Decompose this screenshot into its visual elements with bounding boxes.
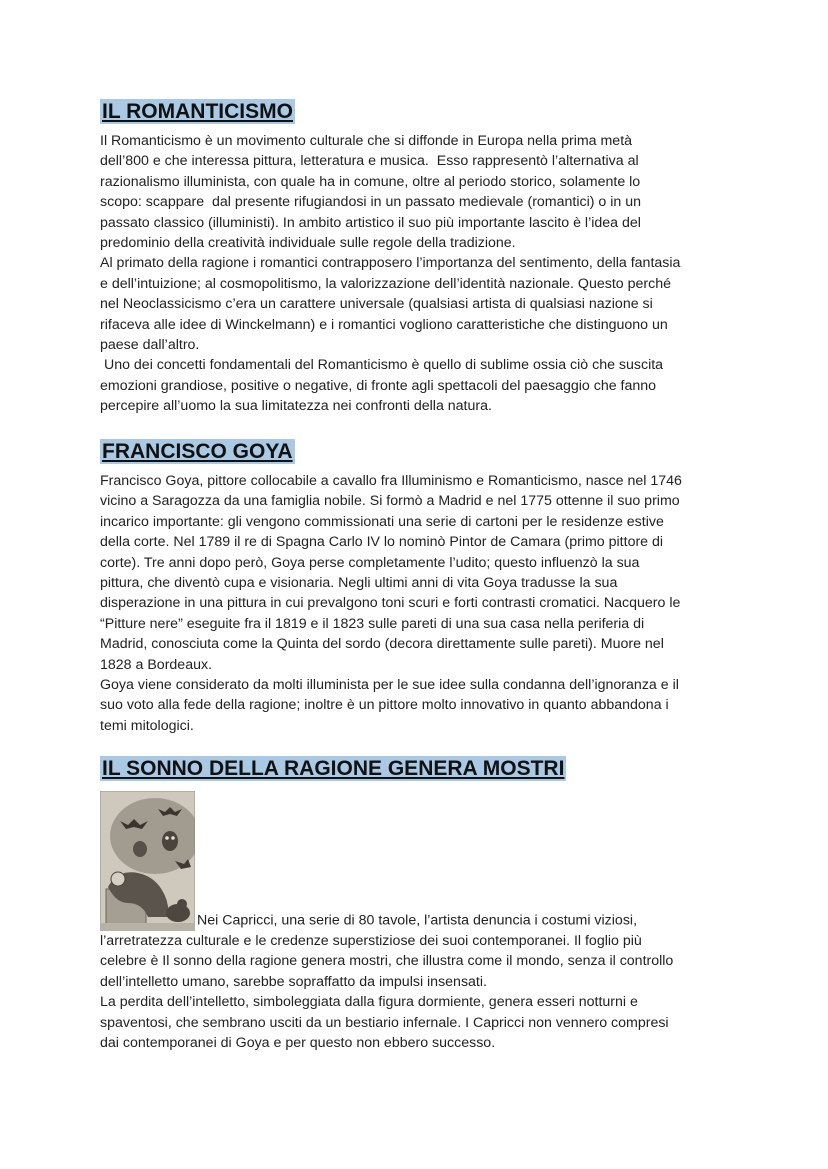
capricci-block	[100, 791, 740, 1053]
paragraph-goya: Francisco Goya, pittore collocabile a cavallo fra Illuminismo e Romanticismo, nasce nel 1746 vicino a Saragozza da una famiglia nobile. Si formò a Madrid e nel 1775 ottenne il suo primo incarico importante: gli vengono commissionati una serie di cartoni per le residenze estive della corte. Nel 1789 il re di Spagna Carlo IV lo nominò Pintor de Camara (primo pittore di corte). Tre anni dopo però, Goya perse completamente l’udito; questo influenzò la sua pittura, che diventò cupa e visionaria. Negli ultimi anni di vita Goya tradusse la sua disperazione in una pittura in cui prevalgono toni scuri e forti contrasti cromatici. Nacquero le “Pitture nere” eseguite fra il 1819 e il 1823 sulle pareti di una sua casa nella periferia di Madrid, conosciuta come la Quinta del sordo (decora direttamente sulle pareti). Muore nel 1828 a Bordeaux. Goya viene considerato da molti illuminista per le sue idee sulla condanna dell’ignoranza e il suo voto alla fede della ragione; inoltre è un pittore molto innovativo in quanto abbandona i temi mitologici.	[100, 473, 682, 734]
paragraph-sonno: Nei Capricci, una serie di 80 tavole, l’artista denuncia i costumi viziosi, l’arretratezza culturale e le credenze superstiziose dei suoi contemporanei. Il foglio più celebre è Il sonno della ragione genera mostri, che illustra come il mondo, senza il controllo dell’intelletto umano, sarebbe sopraffatto da impulsi insensati. La perdita dell’intelletto, simboleggiata dalla figura dormiente, genera esseri notturni e spaventosi, che sembrano usciti da un bestiario infernale. I Capricci non vennero compresi dai contemporanei di Goya e per questo non ebbero successo.	[100, 912, 674, 1052]
section-sonno	[100, 756, 740, 1053]
paragraph-romanticismo: Il Romanticismo è un movimento culturale che si diffonde in Europa nella prima metà dell’800 e che interessa pittura, letteratura e musica. Esso rappresentò l’alternativa al razionalismo illuminista, con quale ha in comune, oltre al periodo storico, solamente lo scopo: scappare dal presente rifugiandosi in un passato medievale (romantici) o in un passato classico (illuministi). In ambito artistico il suo più importante lascito è l’idea del predominio della creatività individuale sulle regole della tradizione. Al primato della ragione i romantici contrapposero l’importanza del sentimento, della fantasia e dell’intuizione; al cosmopolitismo, la valorizzazione dell’identità nazionale. Questo perché nel Neoclassicismo c’era un carattere universale (qualsiasi artista di qualsiasi nazione si rifaceva alle idee di Winckelmann) e i romantici vogliono caratteristiche che distinguono un paese dall’altro. Uno dei concetti fondamentali del Romanticismo è quello di sublime ossia ciò che suscita emozioni grandiose, positive o negative, di fronte agli spettacoli del paesaggio che fanno percepire all’uomo la sua limitatezza nei confronti della natura.	[100, 133, 681, 415]
section-goya	[100, 439, 740, 736]
heading-romanticismo: IL ROMANTICISMO	[102, 100, 293, 123]
heading-sonno: IL SONNO DELLA RAGIONE GENERA MOSTRI	[102, 757, 565, 780]
sleep-of-reason-etching	[100, 791, 195, 931]
heading-goya: FRANCISCO GOYA	[102, 440, 293, 463]
etching-image	[100, 791, 195, 931]
section-romanticismo	[100, 99, 740, 417]
